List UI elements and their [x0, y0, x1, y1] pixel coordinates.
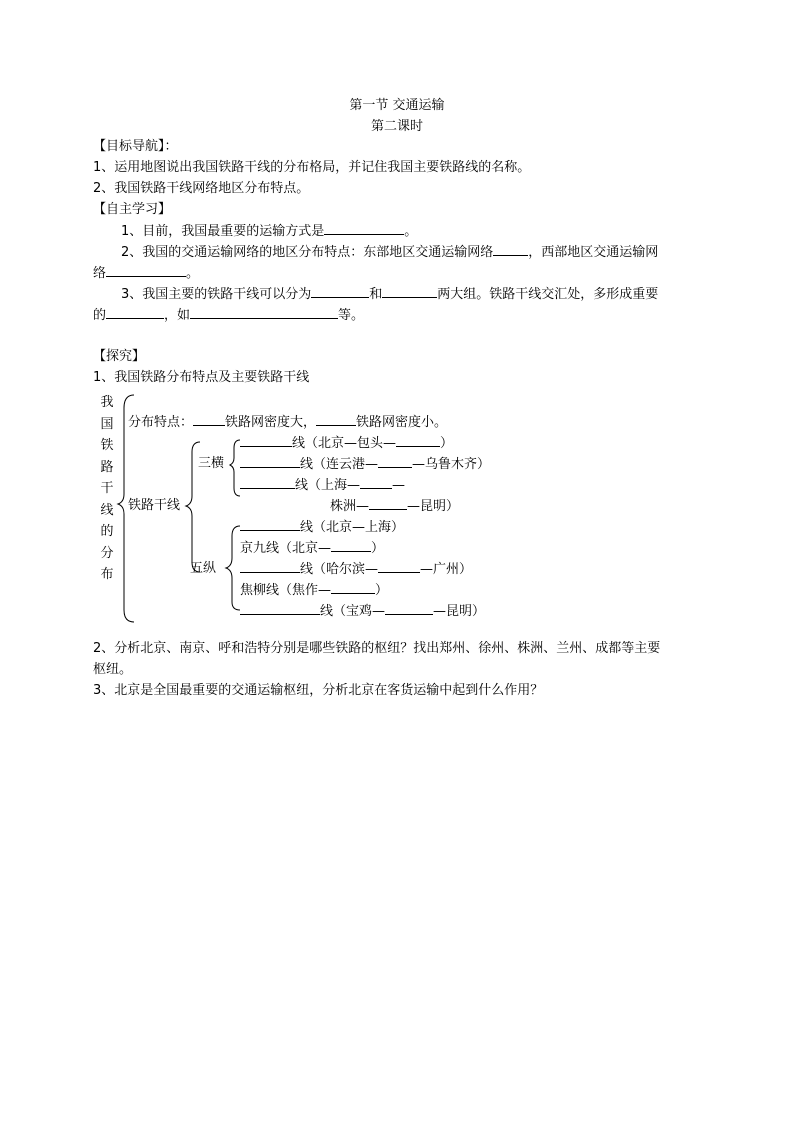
dist-label: 分布特点：	[128, 415, 194, 430]
z5-blank-name[interactable]	[240, 602, 320, 615]
z2-route: 京九线（北京—	[240, 541, 332, 556]
h3-route: （上海—	[308, 478, 361, 493]
h1-blank-name[interactable]	[240, 434, 292, 447]
z3-route-end: —广州）	[420, 562, 473, 577]
z3-route: （哈尔滨—	[313, 562, 379, 577]
dist-text-a: 铁路网密度大，	[225, 415, 317, 430]
vertical-char: 路	[100, 460, 114, 475]
self-study-heading: 【自主学习】	[93, 202, 172, 217]
dist-blank-2[interactable]	[316, 413, 356, 426]
z4-blank-end[interactable]	[331, 581, 375, 594]
h3-xian: 线	[295, 478, 309, 493]
explore-item-2-cont: 枢纽。	[93, 662, 133, 677]
explore-item-3: 3、北京是全国最重要的交通运输枢纽，分析北京在客货运输中起到什么作用？	[93, 683, 544, 698]
h3-route-end: —昆明）	[407, 499, 460, 514]
zong-line-4	[240, 581, 388, 599]
q3-text-4: ，如	[164, 308, 191, 323]
heng-line-3	[240, 476, 405, 494]
dist-text-b: 铁路网密度小。	[356, 415, 448, 430]
z2-blank-end[interactable]	[331, 539, 371, 552]
vertical-char: 线	[100, 503, 114, 518]
dist-blank-1[interactable]	[193, 413, 225, 426]
z5-route: （宝鸡—	[333, 604, 386, 619]
sanheng-label: 三横	[198, 456, 225, 471]
h2-xian: 线	[300, 457, 314, 472]
q3-end: 等。	[338, 308, 365, 323]
page-title: 第一节 交通运输	[349, 98, 445, 113]
explore-heading: 【探究】	[93, 349, 146, 364]
zong-line-1	[240, 518, 404, 536]
explore-item-2: 2、分析北京、南京、呼和浩特分别是哪些铁路的枢纽？找出郑州、徐州、株洲、兰州、成都等主要	[93, 641, 661, 656]
z3-blank-mid[interactable]	[378, 560, 420, 573]
trunk-label: 铁路干线	[128, 498, 181, 513]
zong-line-5	[240, 602, 485, 620]
h3-blank-end[interactable]	[369, 497, 407, 510]
goals-heading: 【目标导航】：	[93, 139, 178, 154]
vertical-char: 的	[100, 524, 114, 539]
q1-end: 。	[404, 224, 418, 239]
h1-route: （北京—包头—	[305, 436, 397, 451]
brace-wuzong	[226, 526, 240, 610]
q2-end: 。	[186, 266, 200, 281]
z5-blank-mid[interactable]	[385, 602, 433, 615]
q3-text: 3、我国主要的铁路干线可以分为	[121, 287, 312, 302]
h3-blank-mid[interactable]	[360, 476, 392, 489]
h1-blank-end[interactable]	[396, 434, 440, 447]
vertical-char: 布	[100, 567, 114, 582]
brace-sanheng	[230, 440, 240, 496]
vertical-char: 分	[100, 546, 114, 561]
q2-text-2: ，西部地区交通运输网	[528, 245, 659, 260]
wuzong-label: 五纵	[190, 561, 217, 576]
diagram-distribution	[128, 413, 447, 431]
z4-route: 焦柳线（焦作—	[240, 583, 332, 598]
vertical-char: 干	[100, 481, 114, 496]
goal-item-1: 1、运用地图说出我国铁路干线的分布格局，并记住我国主要铁路线的名称。	[93, 160, 531, 175]
vertical-char: 国	[100, 417, 114, 432]
q2-text: 2、我国的交通运输网络的地区分布特点：东部地区交通运输网络	[121, 245, 494, 260]
h2-route: （连云港—	[313, 457, 379, 472]
z1-route: （北京—上海）	[313, 520, 405, 535]
vertical-char: 铁	[100, 438, 114, 453]
h3-blank-name[interactable]	[240, 476, 295, 489]
h3-route-2: 株洲—	[330, 499, 370, 514]
z4-close: ）	[375, 583, 389, 598]
q3-text-2: 两大组。铁路干线交汇处，多形成重要	[437, 287, 659, 302]
q1-text: 1、目前，我国最重要的运输方式是	[121, 224, 325, 239]
h2-blank-name[interactable]	[240, 455, 300, 468]
z3-blank-name[interactable]	[240, 560, 300, 573]
explore-item-1: 1、我国铁路分布特点及主要铁路干线	[93, 370, 310, 385]
page-subtitle: 第二课时	[370, 119, 423, 134]
z5-xian: 线	[320, 604, 334, 619]
zong-line-2	[240, 539, 384, 557]
q3-and: 和	[369, 287, 383, 302]
q2-text-3: 络	[93, 266, 107, 281]
z1-blank-name[interactable]	[240, 518, 300, 531]
q3-text-3: 的	[93, 308, 107, 323]
zong-line-3	[240, 560, 472, 578]
goal-item-2: 2、我国铁路干线网络地区分布特点。	[93, 181, 310, 196]
h1-xian: 线	[292, 436, 306, 451]
z1-xian: 线	[300, 520, 314, 535]
heng-line-2	[240, 455, 490, 473]
h3-dash: —	[392, 478, 406, 493]
h1-close: ）	[440, 436, 454, 451]
z5-route-end: —昆明）	[433, 604, 486, 619]
h2-route-end: —乌鲁木齐）	[412, 457, 491, 472]
heng-line-3-cont	[330, 497, 459, 515]
h2-blank-mid[interactable]	[378, 455, 412, 468]
z2-close: ）	[371, 541, 385, 556]
vertical-char: 我	[100, 395, 114, 410]
z3-xian: 线	[300, 562, 314, 577]
heng-line-1	[240, 434, 453, 452]
